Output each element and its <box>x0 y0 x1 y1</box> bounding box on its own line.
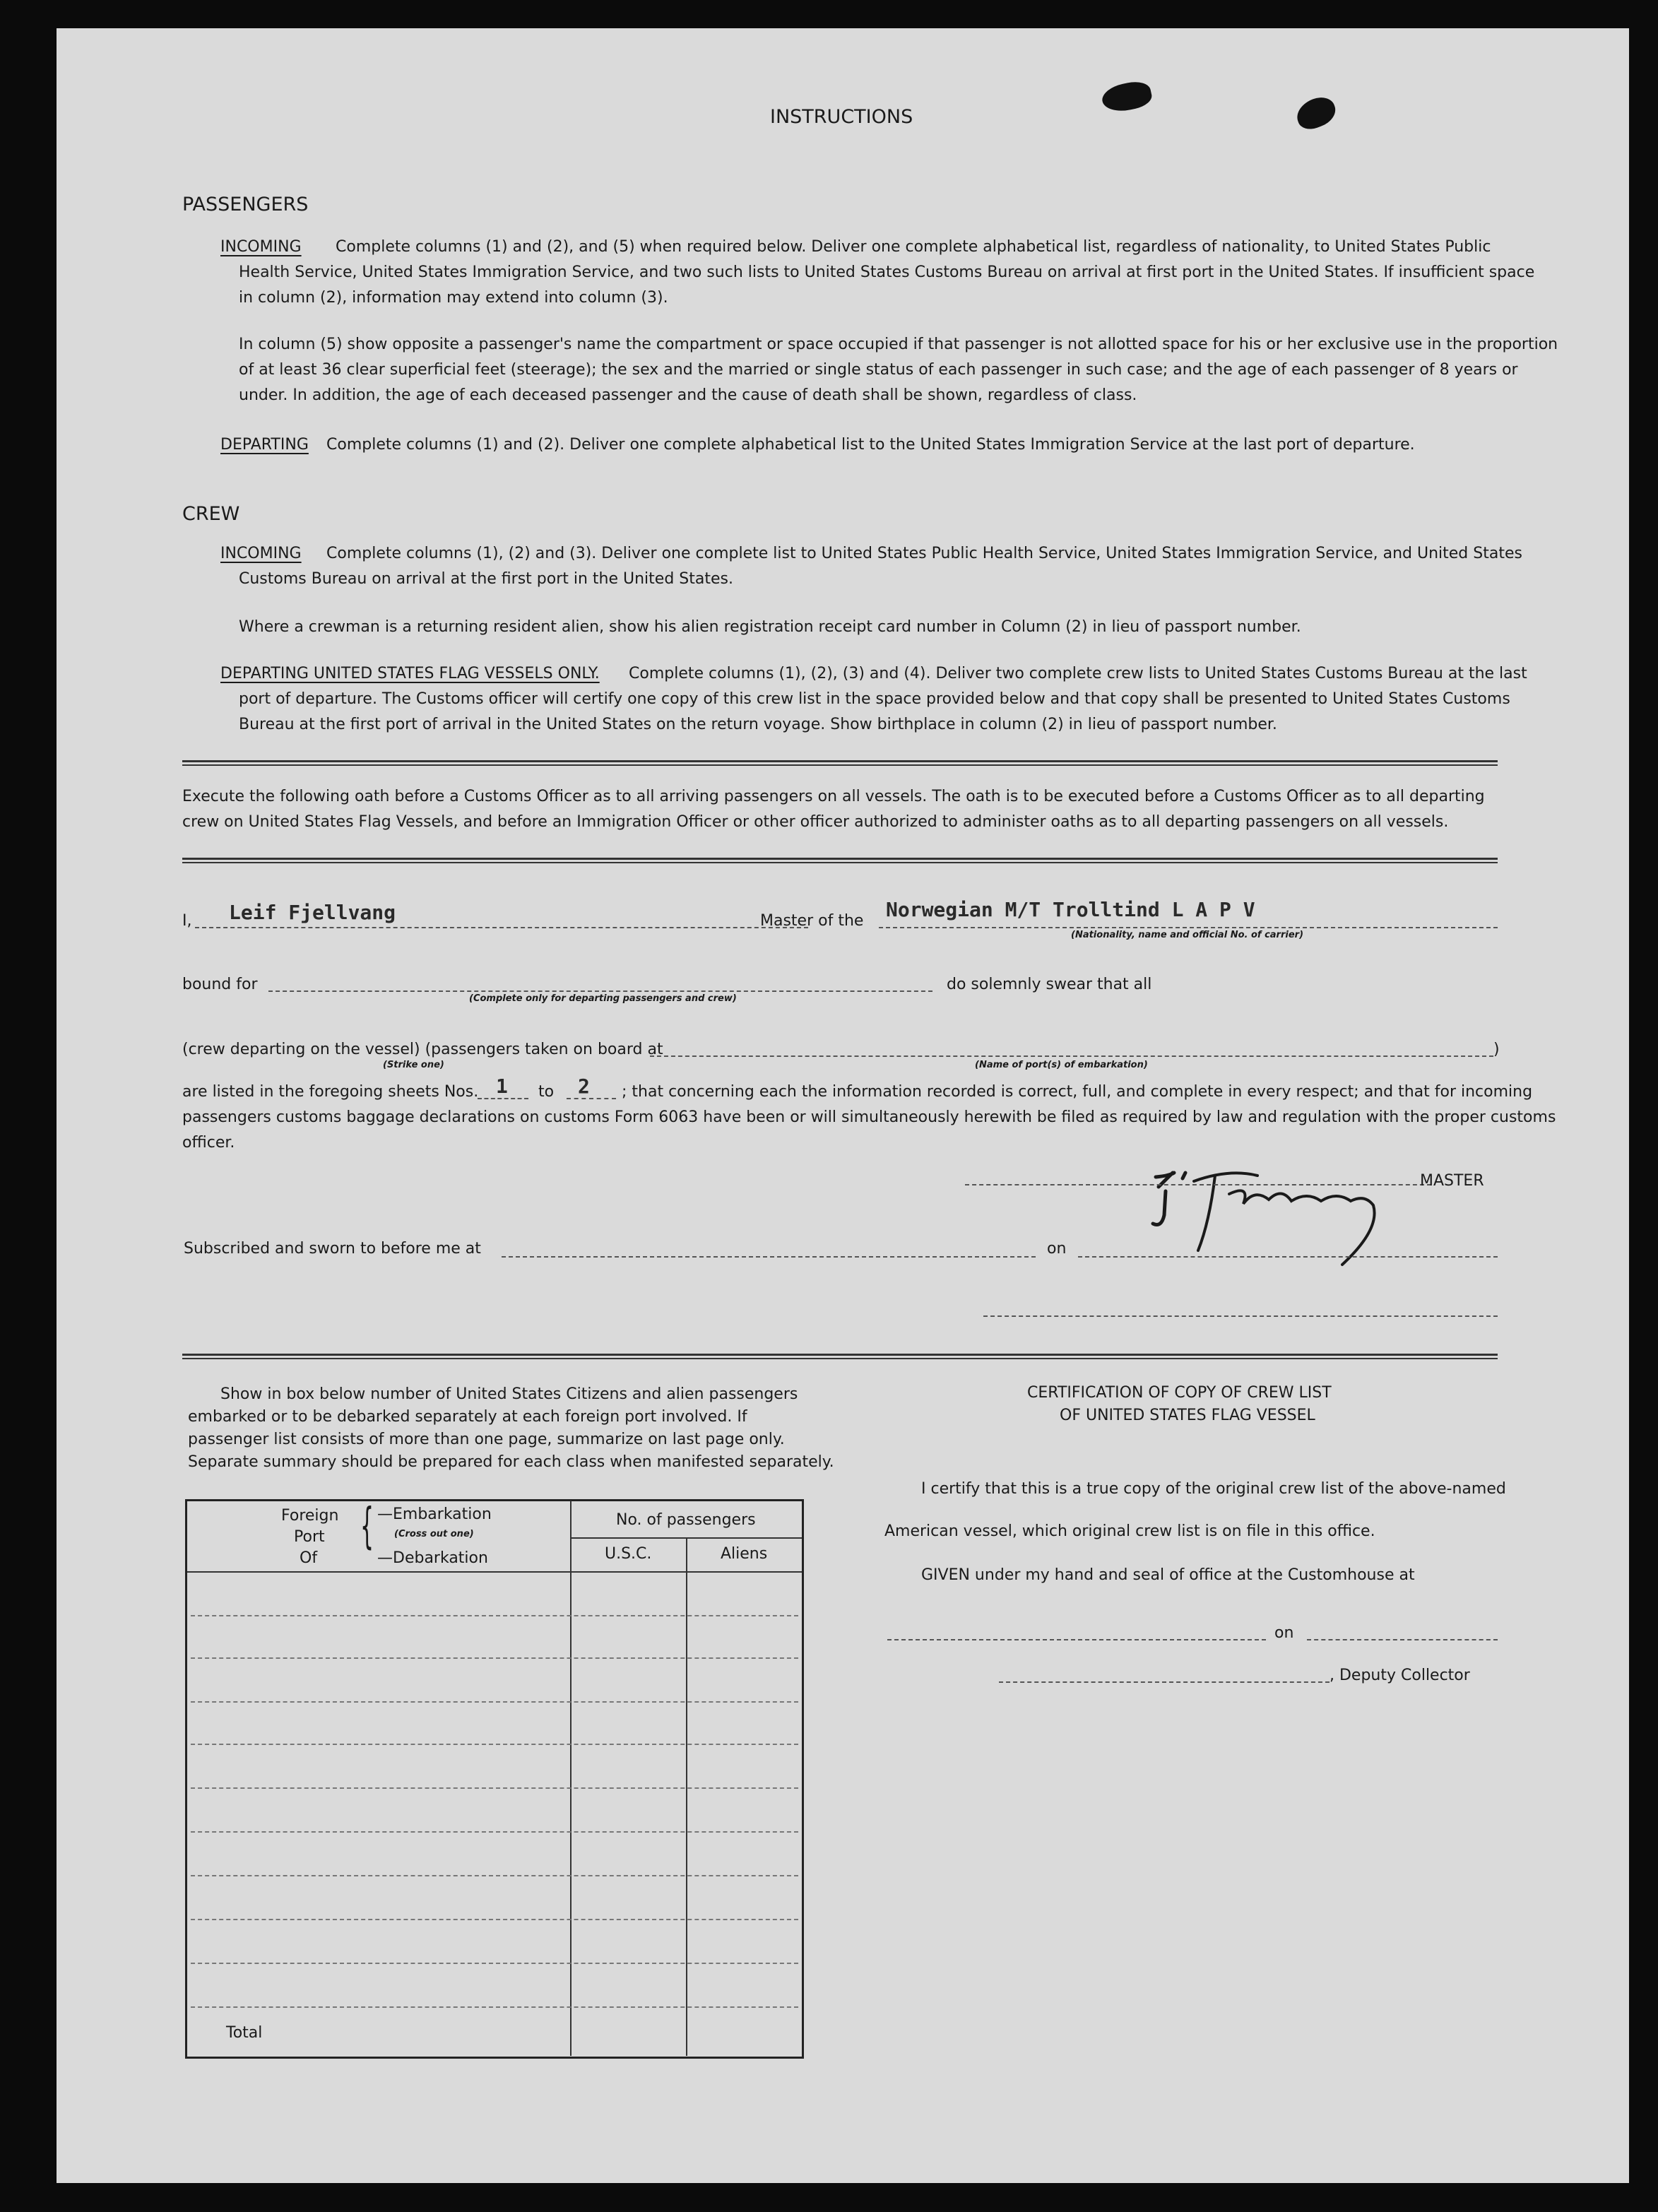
subscribed-label: Subscribed and sworn to before me at <box>184 1240 481 1258</box>
passengers-incoming-text: in column (2), information may extend into column (3). <box>239 289 668 307</box>
oath-i-label: I, <box>182 912 192 930</box>
summary-text: Separate summary should be prepared for each class when manifested separately. <box>188 1453 834 1471</box>
table-header-divider <box>187 1571 802 1573</box>
table-row[interactable] <box>191 1701 798 1703</box>
col-of: Of <box>300 1549 318 1567</box>
sheet-to-field[interactable]: 2 <box>578 1075 590 1098</box>
table-row[interactable] <box>191 1875 798 1876</box>
divider <box>182 764 1498 766</box>
deputy-collector-label: , Deputy Collector <box>1330 1667 1470 1684</box>
col-aliens: Aliens <box>721 1545 768 1563</box>
col-usc: U.S.C. <box>605 1545 652 1563</box>
divider <box>182 862 1498 863</box>
crew-incoming-text: Complete columns (1), (2) and (3). Deliver one complete list to United States Public Health Service, United States Immigration Service, and United States <box>326 545 1522 562</box>
table-row[interactable] <box>191 1657 798 1659</box>
passengers-heading: PASSENGERS <box>182 194 309 215</box>
passengers-incoming-label: INCOMING <box>220 238 302 256</box>
sheet-from-field[interactable]: 1 <box>496 1075 508 1098</box>
table-row[interactable] <box>191 1787 798 1789</box>
certification-text: GIVEN under my hand and seal of office at the Customhouse at <box>921 1566 1415 1584</box>
port-line <box>650 1055 1493 1057</box>
oath-intro-text: Execute the following oath before a Customs Officer as to all arriving passengers on all vessels. The oath is to be executed before a Customs Officer as to all departing <box>182 788 1485 805</box>
certification-on-label: on <box>1274 1624 1294 1642</box>
certification-date-line <box>1307 1639 1498 1640</box>
passengers-departing-text: Complete columns (1) and (2). Deliver one complete alphabetical list to the United States Immigration Service at the last port of departure. <box>326 436 1415 454</box>
page-title: INSTRUCTIONS <box>770 106 913 128</box>
oath-intro-text: crew on United States Flag Vessels, and before an Immigration Officer or other officer authorized to administer oaths as to all departing passengers on all vessels. <box>182 813 1449 831</box>
column5-text: In column (5) show opposite a passenger's name the compartment or space occupied if that passenger is not allotted space for his or her exclusive use in the proportion <box>239 336 1558 353</box>
officer-signature-line <box>983 1315 1498 1317</box>
bound-for-label: bound for <box>182 976 258 993</box>
vessel-field[interactable]: Norwegian M/T Trolltind L A P V <box>886 898 1255 921</box>
close-paren: ) <box>1493 1041 1500 1058</box>
col-port: Port <box>294 1528 325 1546</box>
col-cross: (Cross out one) <box>394 1529 474 1539</box>
listed-text: officer. <box>182 1134 235 1152</box>
certification-title: OF UNITED STATES FLAG VESSEL <box>1060 1407 1315 1424</box>
master-name-field[interactable]: Leif Fjellvang <box>229 901 396 924</box>
deputy-signature-line <box>999 1681 1330 1683</box>
certification-text: I certify that this is a true copy of the original crew list of the above-named <box>921 1480 1506 1498</box>
crew-heading: CREW <box>182 503 240 525</box>
subscribed-place-line <box>502 1256 1036 1258</box>
col-foreign: Foreign <box>281 1507 339 1525</box>
crew-departing-label: DEPARTING UNITED STATES FLAG VESSELS ONLY. <box>220 665 600 682</box>
master-signature <box>1088 1145 1455 1272</box>
listed-label: are listed in the foregoing sheets Nos. <box>182 1083 479 1101</box>
certification-text: American vessel, which original crew list is on file in this office. <box>884 1522 1375 1540</box>
bound-for-line <box>268 990 932 992</box>
sheet-to-line <box>567 1098 616 1099</box>
table-header-divider <box>572 1537 802 1539</box>
crew-incoming-label: INCOMING <box>220 545 302 562</box>
table-row[interactable] <box>191 1831 798 1833</box>
crew-departing-text: Bureau at the first port of arrival in the United States on the return voyage. Show birthplace in column (2) in lieu of passport number. <box>239 716 1277 733</box>
passengers-incoming-text: Complete columns (1) and (2), and (5) when required below. Deliver one complete alphabetical list, regardless of nationality, to United States Public <box>336 238 1491 256</box>
passengers-departing-label: DEPARTING <box>220 436 309 454</box>
col-embarkation: —Embarkation <box>377 1506 492 1523</box>
listed-text: ; that concerning each the information recorded is correct, full, and complete in every respect; and that for incoming <box>622 1083 1533 1101</box>
summary-text: passenger list consists of more than one page, summarize on last page only. <box>188 1431 785 1448</box>
vessel-line <box>879 927 1498 928</box>
swear-label: do solemnly swear that all <box>947 976 1152 993</box>
divider <box>182 1358 1498 1359</box>
master-name-line <box>195 927 808 928</box>
summary-text: embarked or to be debarked separately at each foreign port involved. If <box>188 1408 747 1426</box>
certification-title: CERTIFICATION OF COPY OF CREW LIST <box>1027 1384 1332 1402</box>
sheet-from-line <box>478 1098 528 1099</box>
master-signature-line <box>965 1184 1431 1185</box>
to-label: to <box>538 1083 555 1101</box>
col-no-passengers: No. of passengers <box>616 1511 756 1529</box>
brace-icon: { <box>360 1498 374 1556</box>
summary-text: Show in box below number of United States Citizens and alien passengers <box>220 1385 798 1403</box>
divider <box>182 858 1498 860</box>
crew-resident-text: Where a crewman is a returning resident alien, show his alien registration receipt card number in Column (2) in lieu of passport number. <box>239 618 1301 636</box>
col-debarkation: —Debarkation <box>377 1549 488 1567</box>
master-of-label: Master of the <box>760 912 864 930</box>
ink-blot <box>1100 78 1154 115</box>
on-label: on <box>1047 1240 1067 1258</box>
table-row[interactable] <box>191 1615 798 1616</box>
crew-departing-text: port of departure. The Customs officer will certify one copy of this crew list in the space provided below and that copy shall be presented to United States Customs <box>239 690 1510 708</box>
table-row[interactable] <box>191 1744 798 1745</box>
strike-caption: (Strike one) <box>383 1060 444 1070</box>
total-label: Total <box>226 2024 263 2042</box>
table-row[interactable] <box>191 1963 798 1964</box>
crew-departing-label: (crew departing on the vessel) (passengers taken on board at <box>182 1041 663 1058</box>
ink-blot <box>1293 93 1339 134</box>
listed-text: passengers customs baggage declarations on customs Form 6063 have been or will simultaneously herewith be filed as required by law and regulation with the proper customs <box>182 1108 1556 1126</box>
table-row[interactable] <box>191 2006 798 2008</box>
master-label: MASTER <box>1420 1172 1484 1190</box>
table-row[interactable] <box>191 1919 798 1920</box>
table-column-divider <box>570 1501 572 2056</box>
port-caption: (Name of port(s) of embarkation) <box>975 1060 1148 1070</box>
bound-for-caption: (Complete only for departing passengers and crew) <box>469 993 737 1004</box>
passengers-incoming-text: Health Service, United States Immigration Service, and two such lists to United States Customs Bureau on arrival at first port in the United States. If insufficient space <box>239 264 1535 281</box>
vessel-caption: (Nationality, name and official No. of carrier) <box>1071 930 1304 940</box>
column5-text: under. In addition, the age of each deceased passenger and the cause of death shall be shown, regardless of class. <box>239 386 1137 404</box>
column5-text: of at least 36 clear superficial feet (steerage); the sex and the married or single status of each passenger in such case; and the age of each passenger of 8 years or <box>239 361 1518 379</box>
customhouse-place-line <box>887 1639 1266 1640</box>
crew-departing-text: Complete columns (1), (2), (3) and (4). Deliver two complete crew lists to United States Customs Bureau at the last <box>629 665 1527 682</box>
passenger-summary-table <box>185 1499 804 2059</box>
divider <box>182 1354 1498 1356</box>
crew-incoming-text: Customs Bureau on arrival at the first port in the United States. <box>239 570 733 588</box>
form-page <box>57 28 1629 2183</box>
subscribed-date-line <box>1078 1256 1498 1258</box>
divider <box>182 760 1498 762</box>
